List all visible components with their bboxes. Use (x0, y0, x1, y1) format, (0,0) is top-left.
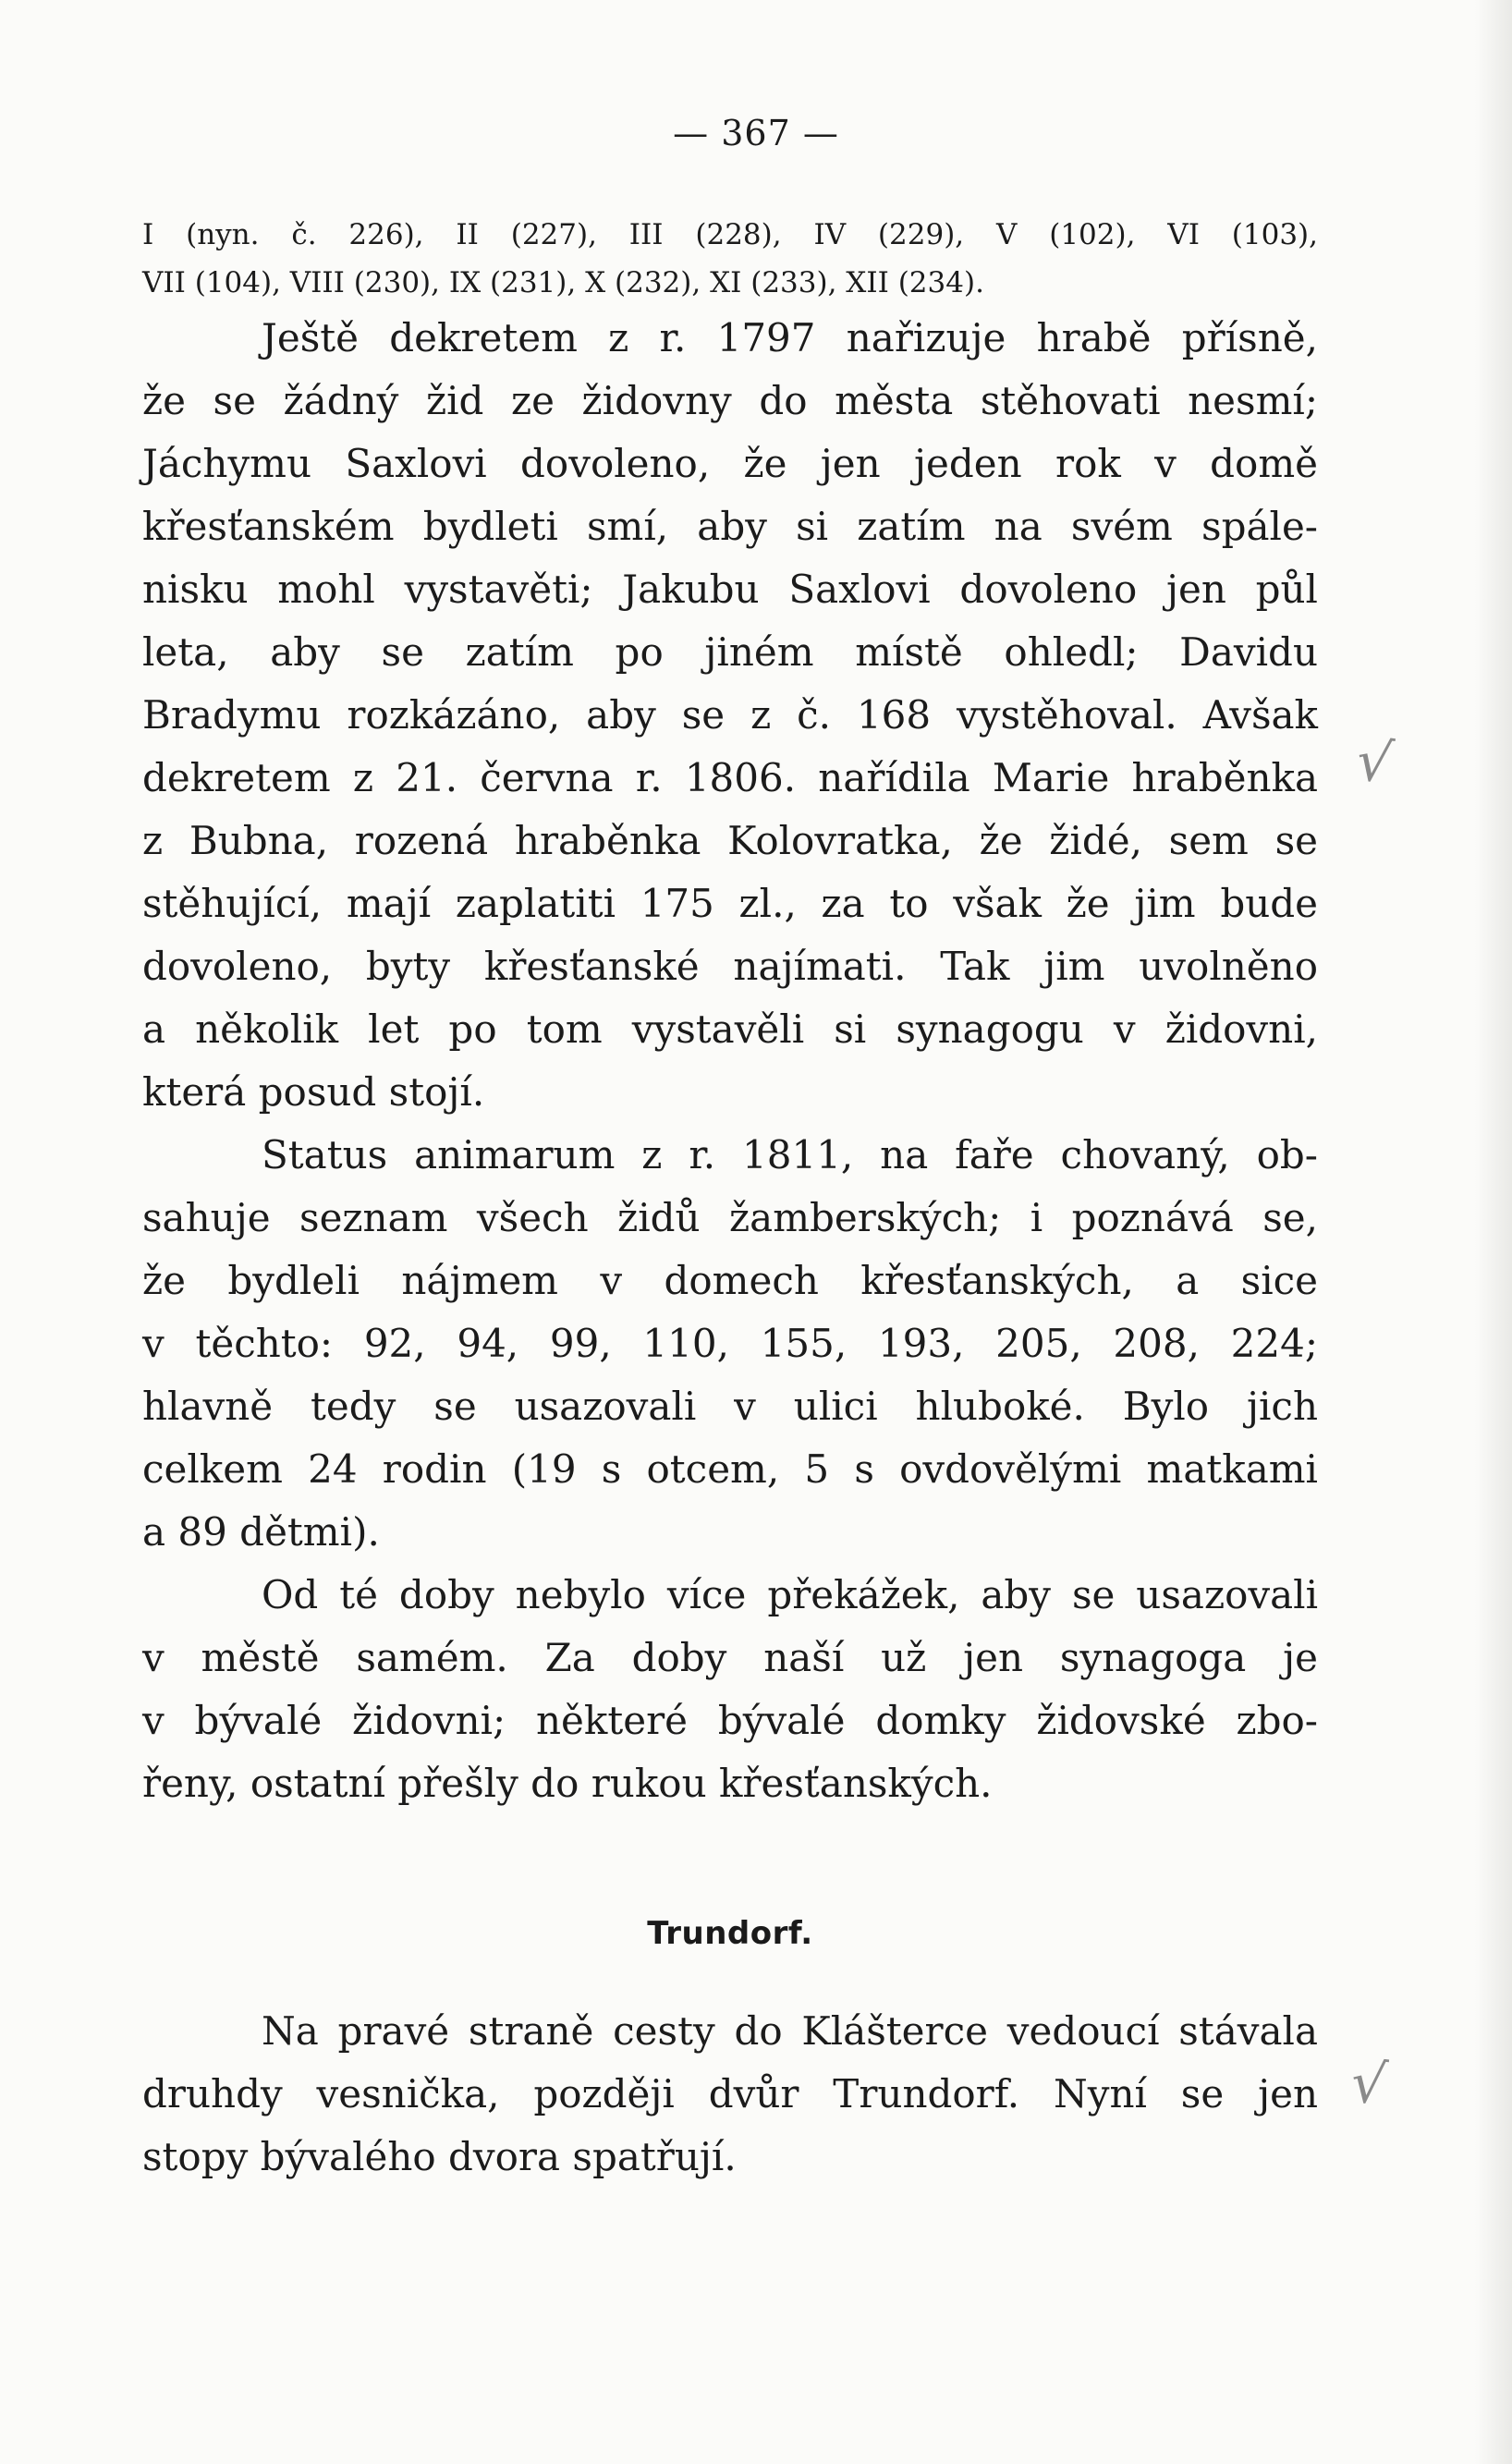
body-text (142, 211, 1318, 2189)
text-line: a 89 dětmi). (142, 1509, 380, 1555)
paragraph-since-then (142, 1564, 1318, 1815)
pencil-check-mark: √ (1347, 2050, 1390, 2118)
text-line: v městě samém. Za doby naší už jen synagoga je (142, 1635, 1318, 1680)
text-line: sahuje seznam všech židů žamberských; i poznává se, (142, 1195, 1318, 1240)
text-line: křesťanském bydleti smí, aby si zatím na svém spále- (142, 504, 1318, 549)
paragraph-trundorf (142, 2000, 1318, 2189)
text-line: v těchto: 92, 94, 99, 110, 155, 193, 205, 208, 224; (142, 1321, 1318, 1366)
text-line: řeny, ostatní přešly do rukou křesťanských. (142, 1761, 993, 1806)
text-line: nisku mohl vystavěti; Jakubu Saxlovi dovoleno jen půl (142, 567, 1318, 612)
text-line: leta, aby se zatím po jiném místě ohledl; Davidu (142, 629, 1318, 675)
text-line: druhdy vesnička, později dvůr Trundorf. Nyní se jen (142, 2071, 1318, 2116)
text-line: Status animarum z r. 1811, na faře chovaný, ob- (262, 1132, 1318, 1177)
text-line: a několik let po tom vystavěli si synagogu v židovni, (142, 1006, 1318, 1052)
text-line: dovoleno, byty křesťanské najímati. Tak jim uvolněno (142, 944, 1318, 989)
text-line: Na pravé straně cesty do Klášterce vedoucí stávala (262, 2008, 1318, 2054)
paragraph-jews-decree (142, 307, 1318, 1124)
text-line: stopy bývalého dvora spatřují. (142, 2134, 737, 2179)
text-line: stěhující, mají zaplatiti 175 zl., za to však že jim bude (142, 881, 1318, 926)
page-edge-shadow (1475, 0, 1512, 2464)
text-line: hlavně tedy se usazovali v ulici hluboké. Bylo jich (142, 1384, 1318, 1429)
text-line: Jáchymu Saxlovi dovoleno, že jen jeden rok v domě (142, 441, 1318, 486)
text-line: Bradymu rozkázáno, aby se z č. 168 vystěhoval. Avšak (142, 692, 1318, 738)
pencil-check-mark: √ (1352, 727, 1396, 798)
text-line: v bývalé židovni; některé bývalé domky židovské zbo- (142, 1698, 1318, 1743)
text-line: dekretem z 21. června r. 1806. nařídila Marie hraběnka (142, 755, 1318, 800)
reference-line: VII (104), VIII (230), IX (231), X (232), XI (233), XII (234). (142, 266, 984, 299)
text-line: celkem 24 rodin (19 s otcem, 5 s ovdovělými matkami (142, 1446, 1318, 1492)
text-line: že se žádný žid ze židovny do města stěhovati nesmí; (142, 378, 1318, 423)
section-title: Trundorf. (647, 1915, 813, 1952)
text-line: Od té doby nebylo více překážek, aby se usazovali (262, 1572, 1318, 1617)
text-line: že bydleli nájmem v domech křesťanských, a sice (142, 1258, 1318, 1303)
paragraph-status-animarum (142, 1124, 1318, 1564)
text-line: která posud stojí. (142, 1069, 485, 1115)
text-line: z Bubna, rozená hraběnka Kolovratka, že židé, sem se (142, 818, 1318, 863)
text-line: Ještě dekretem z r. 1797 nařizuje hrabě přísně, (262, 315, 1318, 360)
page-number: — 367 — (673, 113, 839, 153)
reference-line: I (nyn. č. 226), II (227), III (228), IV (229), V (102), VI (103), (142, 218, 1318, 251)
